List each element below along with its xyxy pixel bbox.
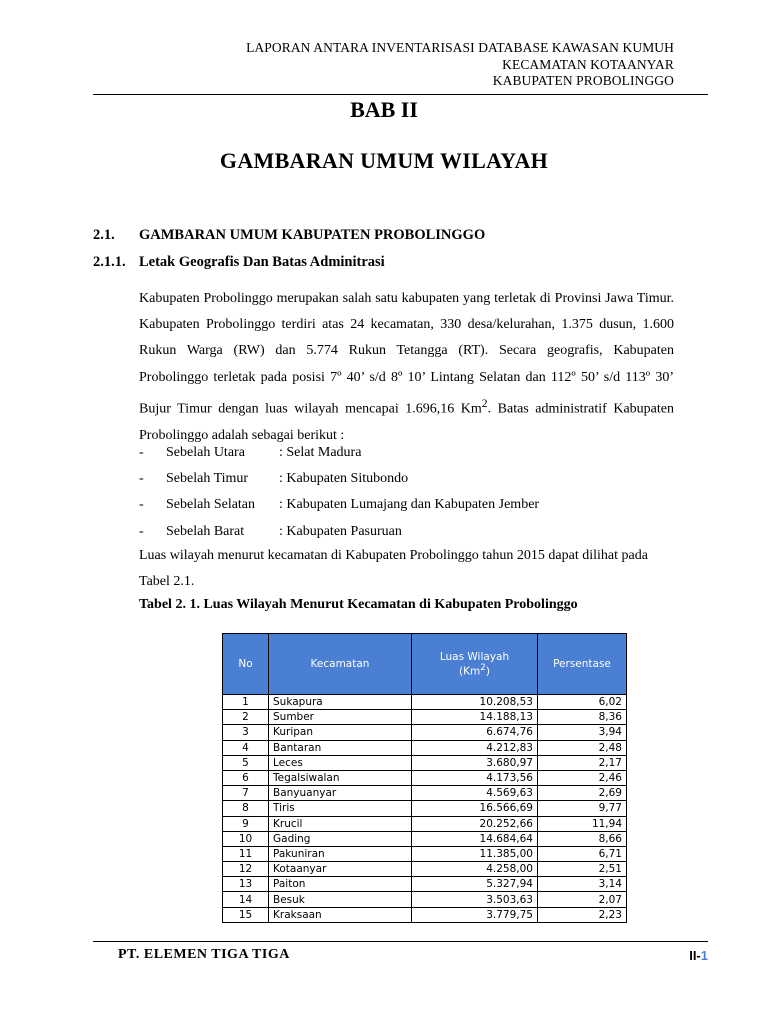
list-dash: - [139, 471, 144, 487]
cell-no: 6 [223, 770, 269, 785]
cell-kecamatan: Banyuanyar [269, 786, 412, 801]
cell-luas: 4.569,63 [412, 786, 538, 801]
cell-kecamatan: Besuk [269, 892, 412, 907]
cell-no: 2 [223, 710, 269, 725]
cell-luas: 3.779,75 [412, 907, 538, 922]
cell-kecamatan: Gading [269, 831, 412, 846]
column-header-no: No [223, 634, 269, 695]
border-item-south [139, 492, 539, 518]
cell-persen: 3,94 [538, 725, 627, 740]
cell-kecamatan: Tiris [269, 801, 412, 816]
cell-persen: 2,48 [538, 740, 627, 755]
border-direction: Sebelah Barat [166, 523, 245, 539]
chapter-label: BAB II [350, 97, 418, 122]
paragraph-location-text-end: . Batas administratif Kabupaten Probolinggo adalah sebagai berikut : [139, 401, 674, 443]
cell-persen: 2,51 [538, 862, 627, 877]
border-value: : Kabupaten Situbondo [279, 471, 409, 487]
cell-persen: 6,71 [538, 846, 627, 861]
table-row [223, 710, 627, 725]
table-row [223, 801, 627, 816]
paragraph-location [139, 286, 674, 449]
cell-no: 15 [223, 907, 269, 922]
cell-persen: 11,94 [538, 816, 627, 831]
border-item-east [139, 466, 539, 492]
cell-kecamatan: Paiton [269, 877, 412, 892]
cell-persen: 8,36 [538, 710, 627, 725]
cell-luas: 14.188,13 [412, 710, 538, 725]
table-caption: Tabel 2. 1. Luas Wilayah Menurut Kecamatan di Kabupaten Probolinggo [139, 597, 578, 612]
cell-luas: 3.680,97 [412, 755, 538, 770]
area-table [222, 633, 627, 923]
section-number: 2.1. [93, 227, 115, 243]
cell-no: 12 [223, 862, 269, 877]
table-header-row [223, 634, 627, 695]
cell-luas: 4.212,83 [412, 740, 538, 755]
cell-luas: 5.327,94 [412, 877, 538, 892]
border-direction: Sebelah Utara [166, 445, 245, 460]
cell-luas: 16.566,69 [412, 801, 538, 816]
border-item-west [139, 519, 539, 545]
cell-luas: 4.258,00 [412, 862, 538, 877]
cell-persen: 2,23 [538, 907, 627, 922]
list-dash: - [139, 523, 144, 539]
table-row [223, 740, 627, 755]
list-dash: - [139, 445, 144, 460]
cell-no: 13 [223, 877, 269, 892]
cell-persen: 2,07 [538, 892, 627, 907]
cell-luas: 6.674,76 [412, 725, 538, 740]
column-header-luas [412, 634, 538, 695]
cell-persen: 2,69 [538, 786, 627, 801]
luas-header-close: ) [485, 665, 490, 678]
cell-luas: 3.503,63 [412, 892, 538, 907]
section-title: GAMBARAN UMUM KABUPATEN PROBOLINGGO [139, 227, 486, 243]
table-row [223, 725, 627, 740]
superscript-2: 2 [481, 396, 488, 410]
column-header-kecamatan: Kecamatan [269, 634, 412, 695]
cell-persen: 6,02 [538, 695, 627, 710]
table-row [223, 862, 627, 877]
subsection-title: Letak Geografis Dan Batas Adminitrasi [139, 254, 385, 270]
cell-luas: 20.252,66 [412, 816, 538, 831]
table-row [223, 816, 627, 831]
table-row [223, 846, 627, 861]
border-value: : Kabupaten Lumajang dan Kabupaten Jember [279, 497, 540, 513]
cell-kecamatan: Krucil [269, 816, 412, 831]
subsection-heading [93, 254, 385, 271]
cell-no: 7 [223, 786, 269, 801]
list-dash: - [139, 497, 144, 513]
border-direction: Sebelah Selatan [166, 497, 256, 513]
cell-luas: 14.684,64 [412, 831, 538, 846]
border-list [139, 440, 539, 545]
cell-luas: 4.173,56 [412, 770, 538, 785]
cell-kecamatan: Bantaran [269, 740, 412, 755]
page-number: 1 [700, 948, 708, 963]
header-line-1: LAPORAN ANTARA INVENTARISASI DATABASE KAWASAN KUMUH [246, 40, 674, 55]
cell-kecamatan: Pakuniran [269, 846, 412, 861]
cell-kecamatan: Kotaanyar [269, 862, 412, 877]
cell-no: 8 [223, 801, 269, 816]
table-row [223, 755, 627, 770]
table-row [223, 786, 627, 801]
cell-persen: 9,77 [538, 801, 627, 816]
cell-no: 3 [223, 725, 269, 740]
cell-no: 5 [223, 755, 269, 770]
cell-kecamatan: Tegalsiwalan [269, 770, 412, 785]
table-row [223, 695, 627, 710]
table-row [223, 770, 627, 785]
table-row [223, 877, 627, 892]
cell-persen: 2,46 [538, 770, 627, 785]
footer-divider [93, 941, 708, 942]
header-line-2: KECAMATAN KOTAANYAR [502, 56, 674, 72]
footer-page-number [689, 948, 708, 963]
cell-luas: 10.208,53 [412, 695, 538, 710]
cell-kecamatan: Kraksaan [269, 907, 412, 922]
column-header-persentase: Persentase [538, 634, 627, 695]
border-direction: Sebelah Timur [166, 471, 249, 487]
paragraph-location-text: Kabupaten Probolinggo merupakan salah satu kabupaten yang terletak di Provinsi Jawa Timur. Kabupaten Probolinggo terdiri atas 24 kecamatan, 330 desa/kelurahan, 1.375 dusun, 1.600 Rukun Warga (RW) dan 5.774 Rukun Tetangga (RT). Secara geografis, Kabupaten Probolinggo terletak pada posisi 7º 40’ s/d 8º 10’ Lintang Selatan dan 112º 50’ s/d 113º 30’ Bujur Timur dengan luas wilayah mencapai 1.696,16 Km [139, 291, 674, 417]
cell-no: 4 [223, 740, 269, 755]
table-row [223, 831, 627, 846]
luas-header-line1: Luas Wilayah [439, 650, 510, 663]
subsection-number: 2.1.1. [93, 254, 126, 270]
cell-kecamatan: Kuripan [269, 725, 412, 740]
section-heading [93, 227, 485, 244]
page-prefix: II- [689, 948, 701, 963]
border-item-north [139, 440, 539, 466]
cell-no: 9 [223, 816, 269, 831]
cell-persen: 3,14 [538, 877, 627, 892]
cell-kecamatan: Sukapura [269, 695, 412, 710]
cell-no: 14 [223, 892, 269, 907]
footer-company: PT. ELEMEN TIGA TIGA [118, 947, 290, 962]
chapter-title: GAMBARAN UMUM WILAYAH [219, 148, 549, 173]
table-row [223, 892, 627, 907]
cell-luas: 11.385,00 [412, 846, 538, 861]
table-row [223, 907, 627, 922]
document-header [246, 40, 674, 90]
cell-persen: 2,17 [538, 755, 627, 770]
cell-kecamatan: Sumber [269, 710, 412, 725]
cell-kecamatan: Leces [269, 755, 412, 770]
cell-persen: 8,66 [538, 831, 627, 846]
cell-no: 11 [223, 846, 269, 861]
header-divider [93, 94, 708, 95]
luas-header-sup: 2 [480, 662, 486, 673]
border-value: : Kabupaten Pasuruan [279, 523, 402, 539]
paragraph-table-intro: Luas wilayah menurut kecamatan di Kabupaten Probolinggo tahun 2015 dapat dilihat pada Tabel 2.1. [139, 548, 648, 590]
border-value: : Selat Madura [279, 445, 362, 460]
header-line-3: KABUPATEN PROBOLINGGO [492, 73, 674, 88]
luas-header-unit: (Km [459, 665, 481, 678]
cell-no: 10 [223, 831, 269, 846]
cell-no: 1 [223, 695, 269, 710]
